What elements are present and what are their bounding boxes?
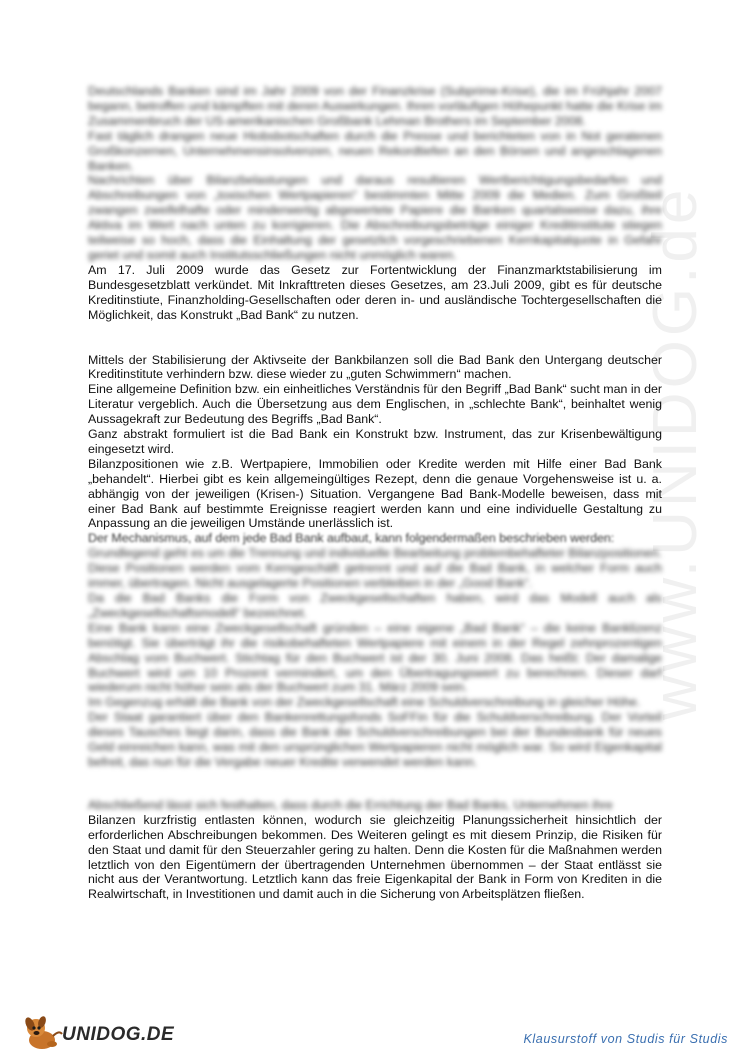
paragraph-spacer — [88, 770, 662, 798]
paragraph-stabilize: Mittels der Stabilisierung der Aktivseite der Bankbilanzen soll die Bad Bank den Untergang deutscher Kreditinstitute verhindern bzw. diese wieder zu „guten Schwimmern“ machen. — [88, 352, 662, 382]
blurred-paragraph: Nachrichten über Bilanzbelastungen und daraus resultieren Wertberichtigungsbedarfen und Abschreibungen von „toxischen Wertpapieren“ bestimmten Mitte 2009 die Medien. Zum Großteil zwangen zweifelhafte oder minderwertig abgewertete Papiere die Banken quartalsweise dazu, ihre Aktiva im Wert nach unten zu korrigieren. Die Abschreibungsbeträge einiger Kreditinstitute stiegen teilweise so hoch, dass die Einhaltung der gesetzlich vorgeschriebenen Kernkapitalquote in Gefahr geriet und somit auch Institutsschließungen nicht unmöglich waren. — [88, 173, 662, 262]
paragraph-conclusion: Bilanzen kurzfristig entlasten können, wodurch sie gleichzeitig Planungssicherheit hinsichtlich der erforderlichen Abschreibungen bekommen. Des Weiteren gelingt es mit diesem Prinzip, die Risiken für den Staat und damit für den Steuerzahler gering zu halten. Denn die Kosten für die Maßnahmen werden letztlich von den Eigentümern der übertragenden Unternehmen übernommen – der Staat entlässt sie nicht aus der Verantwortung. Letztlich kann das freie Eigenkapital der Bank in Form von Krediten in die Realwirtschaft, in Investitionen und damit auch in die Sicherung von Arbeitsplätzen fließen. — [88, 812, 662, 902]
blurred-paragraph: Der Staat garantiert über den Bankenrettungsfonds SoFFin für die Schuldverschreibung. Der Vorteil dieses Tausches liegt darin, dass die Bank die Schuldverschreibungen bei der Bundesbank für neues Geld einreichen kann, was mit den ursprünglichen Wertpapieren nicht möglich war. So wird Eigenkapital befreit, das nun für die Vergabe neuer Kredite verwendet werden kann. — [88, 710, 662, 769]
blurred-paragraph: Abschließend lässt sich festhalten, dass durch die Errichtung der Bad Banks, Unternehmen ihre — [88, 797, 613, 812]
watermark: www.UNIDOG.de — [641, 185, 710, 720]
paragraph-abstract: Ganz abstrakt formuliert ist die Bad Bank ein Konstrukt bzw. Instrument, das zur Krisenbewältigung eingesetzt wird. — [88, 427, 662, 456]
paragraph-law: Am 17. Juli 2009 wurde das Gesetz zur Fortentwicklung der Finanzmarktstabilisierung im Bundesgesetzblatt verkündet. Mit Inkrafttreten dieses Gesetzes, am 23.Juli 2009, gibt es für deutsche Kreditinstiute, Finanzholding-Gesellschaften oder deren in- und ausländische Tochtergesellschaften die Möglichkeit, das Konstrukt „Bad Bank“ zu nutzen. — [88, 262, 662, 322]
blurred-paragraph: Da die Bad Banks die Form von Zweckgesellschaften haben, wird das Modell auch als „Zweckgesellschaftsmodell“ bezeichnet. — [88, 591, 662, 620]
blurred-paragraph: Im Gegenzug erhält die Bank von der Zweckgesellschaft eine Schuldverschreibung in gleicher Höhe. — [88, 695, 641, 710]
paragraph-positions: Bilanzpositionen wie z.B. Wertpapiere, Immobilien oder Kredite werden mit Hilfe einer Bad Bank „behandelt“. Hierbei gibt es kein allgemeingültiges Rezept, denn die genaue Vorgehensweise ist u. a. abhängig von der jeweiligen (Krisen-) Situation. Vergangene Bad Bank-Modelle beweisen, dass mit einer Bad Bank auf bestimmte Ereignisse reagiert werden kann und eine individuelle Gestaltung zu Anpassung an die jeweiligen Umstände unerlässlich ist. — [88, 456, 662, 531]
unidog-logo[interactable] — [22, 1012, 182, 1052]
logo-text: UNIDOG.DE — [62, 1024, 175, 1045]
blurred-paragraph: Grundlegend geht es um die Trennung und individuelle Bearbeitung problembehafteter Bilanzpositionen. Diese Positionen werden vom Kerngeschäft getrennt und auf die Bad Bank, in welcher Form auch immer, übertragen. Nicht ausgelagerte Positionen verbleiben in der „Good Bank“. — [88, 546, 662, 591]
paragraph-spacer — [88, 323, 662, 353]
dog-mascot-icon — [22, 1012, 64, 1052]
paragraph-definition: Eine allgemeine Definition bzw. ein einheitliches Verständnis für den Begriff „Bad Bank“ sucht man in der Literatur vergeblich. Auch die Übersetzung aus dem Englischen, in „schlechte Bank“, beinhaltet wenig Aussagekraft zur Bedeutung des Begriffs „Bad Bank“. — [88, 382, 662, 427]
blurred-paragraph: Fast täglich drangen neue Hiobsbotschaften durch die Presse und berichteten von in Not geratenen Großkonzernen, Unternehmensinsolvenzen, neuen Rekordtiefen an den Börsen und angeschlagenen Banken. — [88, 128, 662, 173]
footer-tagline: Klausurstoff von Studis für Studis — [523, 1032, 728, 1046]
blurred-paragraph: Eine Bank kann eine Zweckgesellschaft gründen – eine eigene „Bad Bank“ – die keine Banklizenz benötigt. Sie überträgt ihr die risikobehafteten Wertpapiere mit einem in der Regel zehnprozentigen Abschlag vom Buchwert. Stichtag für den Buchwert ist der 30. Juni 2008. Das heißt: Der damalige Buchwert wird um 10 Prozent vermindert, um den Übertragungswert zu berechnen. Dieser darf wiederum nicht höher sein als der Buchwert zum 31. März 2009 sein. — [88, 620, 662, 695]
document-body — [88, 84, 662, 902]
paragraph-mechanism: Der Mechanismus, auf dem jede Bad Bank aufbaut, kann folgendermaßen beschrieben werden: — [88, 531, 615, 546]
blurred-paragraph: Deutschlands Banken sind im Jahr 2009 von der Finanzkrise (Subprime-Krise), die im Frühjahr 2007 begann, betroffen und kämpften mit deren Auswirkungen. Ihren vorläufigen Höhepunkt hatte die Krise im Zusammenbruch der US-amerikanischen Großbank Lehman Brothers im September 2008. — [88, 84, 662, 128]
